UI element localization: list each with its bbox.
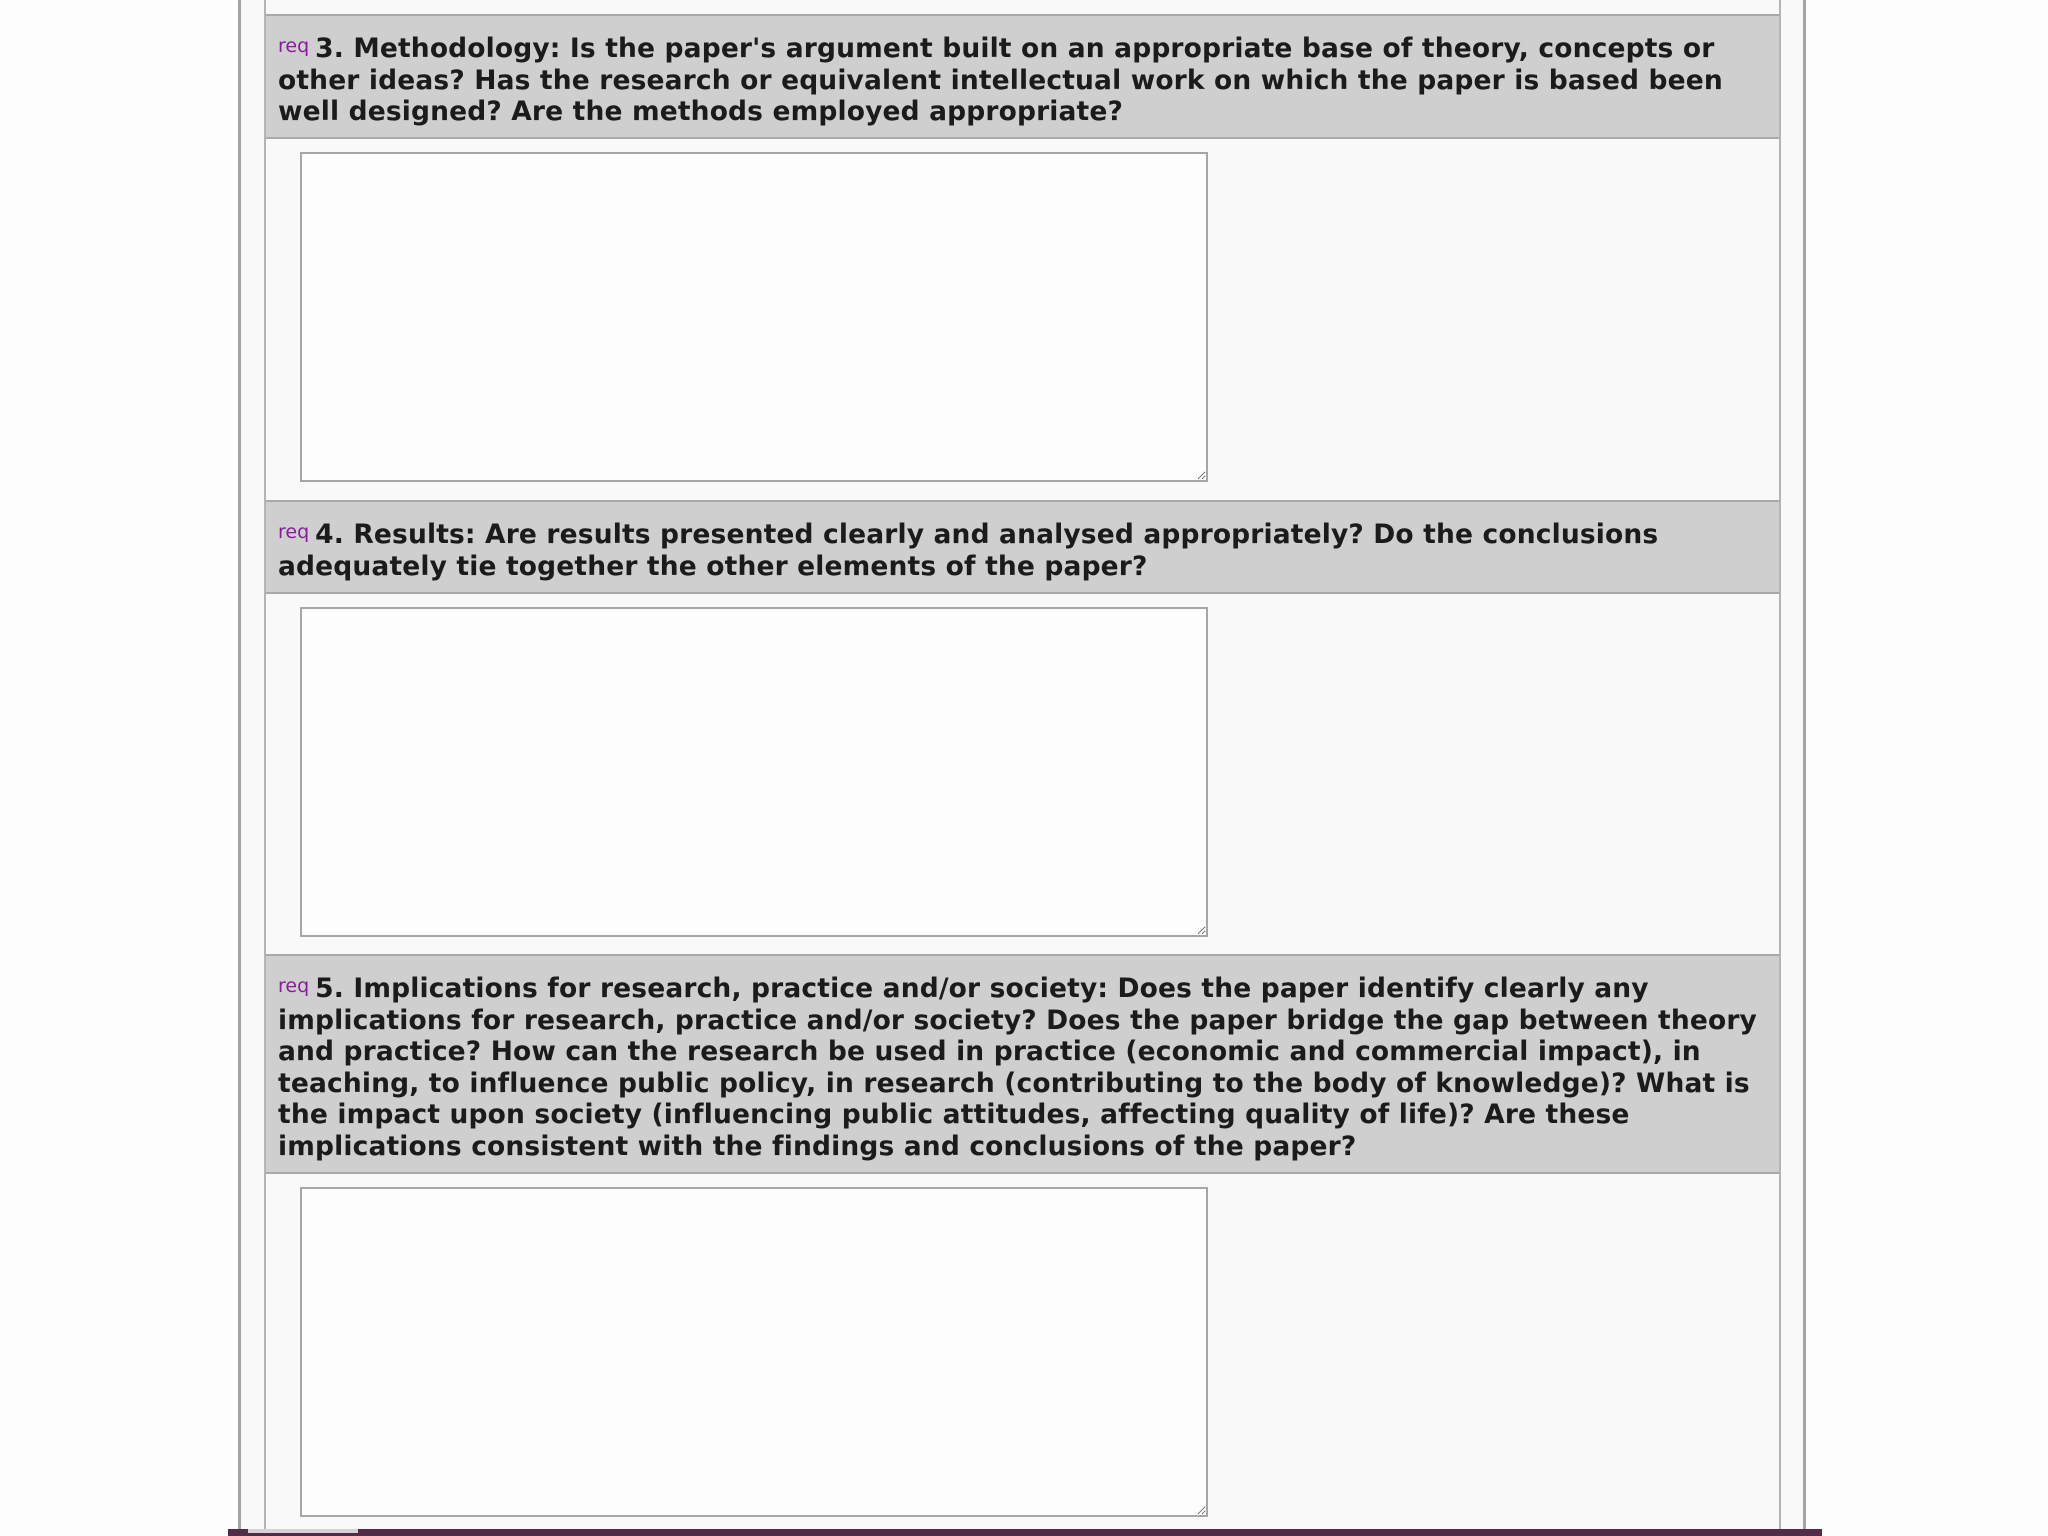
- question-text: [278, 517, 1767, 582]
- question-label: 5. Implications for research, practice and/or society: Does the paper identify clearly any implications for research, practice and/or society? Does the paper bridge the gap between theory and practice? How can the research be used in practice (economic and commercial impact), in teaching, to influence public policy, in research (contributing to the body of knowledge)? What is the impact upon society (influencing public attitudes, affecting quality of life)? Are these implications consistent with the findings and conclusions of the paper?: [278, 973, 1757, 1162]
- page-frame: [238, 0, 1806, 1536]
- question-header-methodology: [266, 14, 1779, 139]
- question-header-implications: [266, 954, 1779, 1174]
- answer-row-methodology: [266, 139, 1779, 502]
- required-marker: req: [278, 35, 310, 57]
- question-text: [278, 31, 1767, 128]
- answer-row-implications: [266, 1174, 1779, 1536]
- bottom-bar-tab[interactable]: [248, 1529, 358, 1533]
- methodology-answer-textarea[interactable]: [300, 152, 1208, 482]
- question-text: [278, 971, 1767, 1162]
- bottom-status-bar: [228, 1529, 1822, 1536]
- question-label: 4. Results: Are results presented clearly and analysed appropriately? Do the conclusions adequately tie together the other elements of the paper?: [278, 519, 1659, 582]
- required-marker: req: [278, 521, 310, 543]
- results-answer-textarea[interactable]: [300, 607, 1208, 937]
- question-header-results: [266, 500, 1779, 594]
- answer-row-results: [266, 594, 1779, 954]
- review-form: [264, 0, 1781, 1536]
- question-label: 3. Methodology: Is the paper's argument built on an appropriate base of theory, concepts or other ideas? Has the research or equivalent intellectual work on which the paper is based been well designed? Are the methods employed appropriate?: [278, 33, 1723, 127]
- required-marker: req: [278, 975, 310, 997]
- implications-answer-textarea[interactable]: [300, 1187, 1208, 1517]
